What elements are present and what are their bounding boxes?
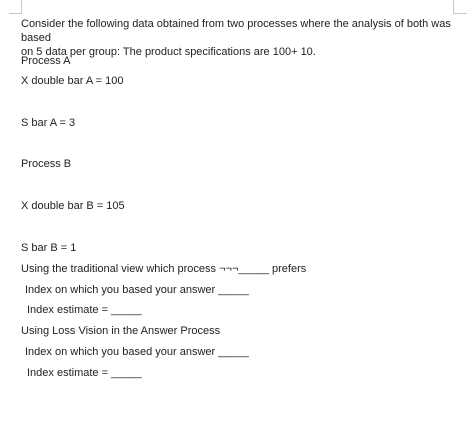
loss-index-answer: Index on which you based your answer _____ xyxy=(25,346,249,358)
traditional-index-estimate: Index estimate = _____ xyxy=(27,304,142,316)
page-corner-mark-left xyxy=(9,0,22,14)
process-a-xbar: X double bar A = 100 xyxy=(21,75,124,87)
traditional-view-question: Using the traditional view which process ¬¬¬_____ prefers xyxy=(21,263,307,275)
process-a-heading: Process A xyxy=(21,55,71,67)
intro-line-1: Consider the following data obtained from two processes where the analysis of both was based xyxy=(21,18,451,44)
traditional-index-answer: Index on which you based your answer _____ xyxy=(25,284,249,296)
loss-index-estimate: Index estimate = _____ xyxy=(27,367,142,379)
page-corner-mark-right xyxy=(453,0,467,14)
loss-vision-question: Using Loss Vision in the Answer Process xyxy=(21,325,221,337)
process-b-heading: Process B xyxy=(21,158,72,170)
process-a-sbar: S bar A = 3 xyxy=(21,117,76,129)
problem-intro xyxy=(21,17,461,59)
intro-line-2: on 5 data per group: The product specifications are 100+ 10. xyxy=(21,46,316,58)
process-b-sbar: S bar B = 1 xyxy=(21,242,77,254)
process-b-xbar: X double bar B = 105 xyxy=(21,200,125,212)
